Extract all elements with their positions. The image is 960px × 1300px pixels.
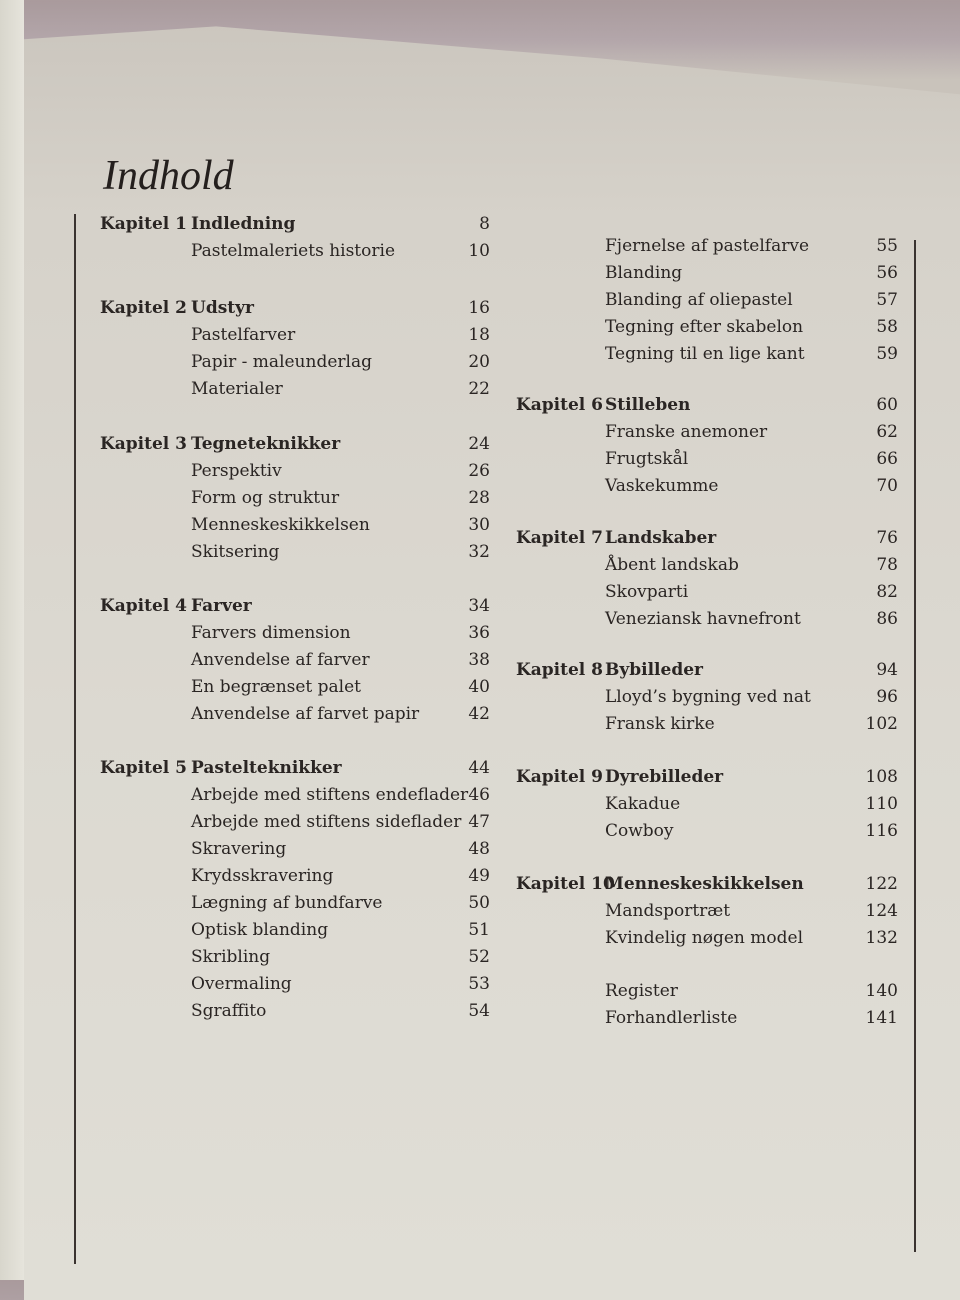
toc-chapter-group <box>100 431 500 566</box>
entry-title: En begrænset palet <box>191 677 362 697</box>
entry-title: Udstyr <box>191 298 254 318</box>
toc-entry <box>100 512 500 539</box>
toc-entry <box>100 485 500 512</box>
page-number: 53 <box>468 974 490 994</box>
toc-entry <box>516 818 906 845</box>
toc-entry <box>516 419 906 446</box>
left-margin-rule <box>74 214 76 1264</box>
entry-title: Tegning til en lige kant <box>605 344 805 364</box>
page-number: 34 <box>468 596 490 616</box>
toc-entry <box>516 552 906 579</box>
page-number: 60 <box>876 395 898 415</box>
entry-title: Åbent landskab <box>605 555 739 575</box>
page-number: 8 <box>479 214 490 234</box>
page-number: 76 <box>876 528 898 548</box>
entry-title: Forhandlerliste <box>605 1008 738 1028</box>
page-number: 124 <box>865 901 898 921</box>
page-number: 56 <box>876 263 898 283</box>
chapter-number: Kapitel 7 <box>516 528 604 548</box>
toc-right-column <box>516 233 906 1032</box>
toc-left-column <box>100 211 500 1025</box>
entry-title: Blanding af oliepastel <box>605 290 793 310</box>
entry-title: Lloyd’s bygning ved nat <box>605 687 811 707</box>
page-number: 47 <box>468 812 490 832</box>
page-number: 116 <box>865 821 898 841</box>
entry-title: Fransk kirke <box>605 714 715 734</box>
entry-title: Indledning <box>191 214 296 234</box>
toc-entry <box>100 376 500 403</box>
entry-title: Menneskeskikkelsen <box>191 515 370 535</box>
entry-title: Kvindelig nøgen model <box>605 928 804 948</box>
entry-title: Pastelmaleriets historie <box>191 241 395 261</box>
entry-title: Kakadue <box>605 794 681 814</box>
page-number: 58 <box>876 317 898 337</box>
entry-title: Papir - maleunderlag <box>191 352 372 372</box>
page-number: 50 <box>468 893 490 913</box>
toc-chapter-heading <box>100 755 500 782</box>
page-number: 16 <box>468 298 490 318</box>
toc-chapter-heading <box>100 431 500 458</box>
toc-entry <box>516 898 906 925</box>
toc-entry <box>100 322 500 349</box>
toc-entry <box>100 809 500 836</box>
entry-title: Skribling <box>191 947 271 967</box>
entry-title: Materialer <box>191 379 283 399</box>
toc-entry <box>516 606 906 633</box>
toc-entry <box>100 890 500 917</box>
toc-entry <box>516 446 906 473</box>
page-number: 102 <box>865 714 898 734</box>
entry-title: Optisk blanding <box>191 920 329 940</box>
entry-title: Dyrebilleder <box>605 767 724 787</box>
page-number: 96 <box>876 687 898 707</box>
toc-entry <box>516 473 906 500</box>
page-number: 140 <box>865 981 898 1001</box>
page-number: 48 <box>468 839 490 859</box>
toc-entry <box>100 782 500 809</box>
entry-title: Tegning efter skabelon <box>605 317 804 337</box>
toc-entry <box>100 458 500 485</box>
page-number: 110 <box>865 794 898 814</box>
toc-entry <box>100 674 500 701</box>
page-number: 141 <box>865 1008 898 1028</box>
toc-chapter-group <box>516 871 906 952</box>
chapter-number: Kapitel 4 <box>100 596 188 616</box>
chapter-number: Kapitel 8 <box>516 660 604 680</box>
page-number: 28 <box>468 488 490 508</box>
toc-entry <box>100 944 500 971</box>
chapter-number: Kapitel 5 <box>100 758 188 778</box>
page-number: 49 <box>468 866 490 886</box>
toc-entry <box>516 314 906 341</box>
entry-title: Sgraffito <box>191 1001 267 1021</box>
entry-title: Form og struktur <box>191 488 340 508</box>
chapter-number: Kapitel 9 <box>516 767 604 787</box>
entry-title: Franske anemoner <box>605 422 768 442</box>
page-number: 36 <box>468 623 490 643</box>
entry-title: Vaskekumme <box>605 476 719 496</box>
entry-title: Arbejde med stiftens sideflader <box>191 812 462 832</box>
chapter-number: Kapitel 2 <box>100 298 188 318</box>
page-number: 22 <box>468 379 490 399</box>
toc-chapter-heading <box>100 211 500 238</box>
entry-title: Overmaling <box>191 974 292 994</box>
page-number: 78 <box>876 555 898 575</box>
toc-chapter-heading <box>516 764 906 791</box>
toc-chapter-group <box>100 295 500 403</box>
page-number: 52 <box>468 947 490 967</box>
toc-chapter-group <box>516 525 906 633</box>
toc-entry <box>100 998 500 1025</box>
chapter-number: Kapitel 6 <box>516 395 604 415</box>
page-number: 55 <box>876 236 898 256</box>
page-number: 24 <box>468 434 490 454</box>
toc-entry <box>100 917 500 944</box>
toc-chapter-group <box>516 657 906 738</box>
entry-title: Lægning af bundfarve <box>191 893 383 913</box>
toc-chapter-heading <box>100 295 500 322</box>
entry-title: Skravering <box>191 839 287 859</box>
toc-chapter-heading <box>516 525 906 552</box>
entry-title: Register <box>605 981 678 1001</box>
entry-title: Landskaber <box>605 528 717 548</box>
page-number: 66 <box>876 449 898 469</box>
page-number: 108 <box>865 767 898 787</box>
entry-title: Stilleben <box>605 395 691 415</box>
toc-entry <box>100 647 500 674</box>
entry-title: Fjernelse af pastelfarve <box>605 236 810 256</box>
entry-title: Arbejde med stiftens endeflader <box>191 785 469 805</box>
entry-title: Menneskeskikkelsen <box>605 874 804 894</box>
entry-title: Mandsportræt <box>605 901 731 921</box>
toc-entry <box>516 711 906 738</box>
entry-title: Perspektiv <box>191 461 282 481</box>
page-number: 10 <box>468 241 490 261</box>
right-margin-rule <box>914 240 916 1252</box>
page-number: 132 <box>865 928 898 948</box>
page-number: 82 <box>876 582 898 602</box>
toc-chapter-group <box>100 755 500 1025</box>
page-number: 62 <box>876 422 898 442</box>
page-number: 59 <box>876 344 898 364</box>
toc-chapter-heading <box>516 871 906 898</box>
entry-title: Pastelteknikker <box>191 758 342 778</box>
toc-entry <box>100 701 500 728</box>
toc-chapter-group <box>516 978 906 1032</box>
page-number: 42 <box>468 704 490 724</box>
toc-entry <box>100 238 500 265</box>
toc-entry <box>100 349 500 376</box>
entry-title: Pastelfarver <box>191 325 296 345</box>
toc-entry <box>100 620 500 647</box>
page-number: 46 <box>468 785 490 805</box>
toc-entry <box>516 260 906 287</box>
entry-title: Tegneteknikker <box>191 434 341 454</box>
page-number: 38 <box>468 650 490 670</box>
entry-title: Bybilleder <box>605 660 703 680</box>
toc-entry <box>516 579 906 606</box>
page-number: 70 <box>876 476 898 496</box>
page-number: 51 <box>468 920 490 940</box>
toc-entry <box>100 836 500 863</box>
page-number: 26 <box>468 461 490 481</box>
page-number: 122 <box>865 874 898 894</box>
toc-entry <box>100 863 500 890</box>
page-number: 30 <box>468 515 490 535</box>
toc-chapter-group <box>100 211 500 265</box>
entry-title: Farvers dimension <box>191 623 351 643</box>
chapter-number: Kapitel 10 <box>516 874 615 894</box>
toc-chapter-group <box>100 593 500 728</box>
toc-chapter-group <box>516 233 906 368</box>
page-number: 40 <box>468 677 490 697</box>
entry-title: Skitsering <box>191 542 280 562</box>
page-number: 20 <box>468 352 490 372</box>
toc-entry <box>516 684 906 711</box>
toc-entry <box>516 287 906 314</box>
toc-chapter-heading <box>516 657 906 684</box>
entry-title: Anvendelse af farvet papir <box>191 704 420 724</box>
toc-chapter-heading <box>100 593 500 620</box>
toc-chapter-group <box>516 392 906 500</box>
toc-entry <box>100 539 500 566</box>
page-number: 94 <box>876 660 898 680</box>
toc-entry <box>100 971 500 998</box>
page-title: Indhold <box>103 153 234 199</box>
entry-title: Anvendelse af farver <box>191 650 370 670</box>
page-number: 86 <box>876 609 898 629</box>
entry-title: Skovparti <box>605 582 689 602</box>
book-spine-edge <box>0 0 24 1280</box>
toc-chapter-heading <box>516 392 906 419</box>
toc-chapter-group <box>516 764 906 845</box>
entry-title: Blanding <box>605 263 683 283</box>
chapter-number: Kapitel 1 <box>100 214 188 234</box>
toc-entry <box>516 925 906 952</box>
entry-title: Veneziansk havnefront <box>605 609 801 629</box>
toc-entry <box>516 233 906 260</box>
page-number: 44 <box>468 758 490 778</box>
entry-title: Frugtskål <box>605 449 689 469</box>
toc-entry <box>516 341 906 368</box>
page-number: 54 <box>468 1001 490 1021</box>
page-number: 18 <box>468 325 490 345</box>
toc-entry <box>516 1005 906 1032</box>
page-number: 57 <box>876 290 898 310</box>
entry-title: Cowboy <box>605 821 674 841</box>
toc-entry <box>516 791 906 818</box>
chapter-number: Kapitel 3 <box>100 434 188 454</box>
toc-entry <box>516 978 906 1005</box>
page-number: 32 <box>468 542 490 562</box>
entry-title: Krydsskravering <box>191 866 334 886</box>
entry-title: Farver <box>191 596 252 616</box>
